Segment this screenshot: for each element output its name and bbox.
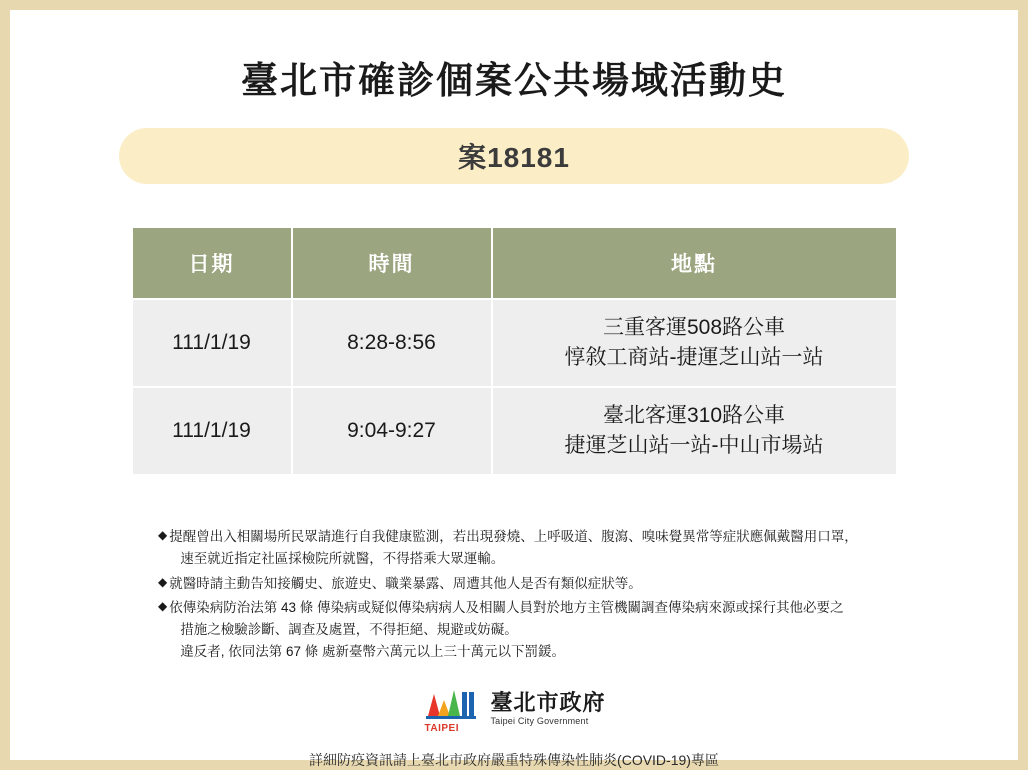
cell-date: 111/1/19: [132, 387, 292, 475]
note-item: [158, 597, 968, 664]
logo-text-block: [490, 689, 606, 726]
taipei-wordmark: TAIPEI: [424, 722, 459, 734]
cell-place-line2: 惇敘工商站-捷運芝山站一站: [564, 346, 824, 369]
table-header-row: [132, 227, 897, 299]
table-row: [132, 387, 897, 475]
page-title: 臺北市確診個案公共場域活動史: [241, 60, 787, 101]
case-banner: [119, 128, 909, 184]
bullet-icon: ◆: [158, 574, 168, 589]
note-line-1: 依傳染病防治法第 43 條 傳染病或疑似傳染病病人及相關人員對於地方主管機關調查傳染病來源或採行其他必要之: [169, 599, 844, 615]
note-line-2: 速至就近指定社區採檢院所就醫，不得搭乘大眾運輸。: [180, 551, 505, 567]
column-header-place: 地點: [492, 227, 897, 299]
cell-time: 9:04-9:27: [292, 387, 492, 475]
bullet-icon: ◆: [158, 528, 168, 542]
cell-place: [492, 299, 897, 387]
logo-name-cn: 臺北市政府: [490, 689, 606, 715]
note-body: [169, 573, 968, 595]
table-row: [132, 299, 897, 387]
case-number-label: 案18181: [458, 142, 570, 173]
note-item: [158, 526, 968, 571]
column-header-time: 時間: [292, 227, 492, 299]
bottom-note: 詳細防疫資訊請上臺北市政府嚴重特殊傳染性肺炎(COVID-19)專區: [309, 751, 719, 768]
activity-history-table: [131, 226, 898, 476]
cell-place-line2: 捷運芝山站一站-中山市場站: [564, 434, 824, 457]
taipei-city-government-logo: [389, 686, 639, 732]
taipei-logo-icon: [422, 686, 480, 732]
cell-place-line1: 臺北客運310路公車: [602, 403, 786, 427]
note-line-1: 就醫時請主動告知接觸史、旅遊史、職業暴露、周遭其他人是否有類似症狀等。: [169, 575, 642, 591]
note-line-1: 提醒曾出入相關場所民眾請進行自我健康監測，若出現發燒、上呼吸道、腹瀉、嗅味覺異常等症狀應佩戴醫用口罩，: [169, 529, 858, 544]
note-line-2: 措施之檢驗診斷、調查及處置，不得拒絕、規避或妨礙。: [180, 622, 518, 638]
notes-section: [158, 526, 968, 664]
cell-place-line1: 三重客運508路公車: [602, 315, 786, 339]
bullet-icon: ◆: [158, 598, 168, 613]
logo-name-en: Taipei City Government: [490, 715, 589, 726]
cell-place: [492, 387, 897, 475]
column-header-date: 日期: [132, 227, 292, 299]
note-body: [169, 597, 968, 664]
note-line-3: 違反者, 依同法第 67 條 處新臺幣六萬元以上三十萬元以下罰鍰。: [180, 644, 566, 660]
cell-date: 111/1/19: [132, 299, 292, 387]
note-body: [169, 526, 968, 571]
note-item: [158, 573, 968, 595]
poster-inner: [20, 20, 1008, 768]
cell-time: 8:28-8:56: [292, 299, 492, 387]
